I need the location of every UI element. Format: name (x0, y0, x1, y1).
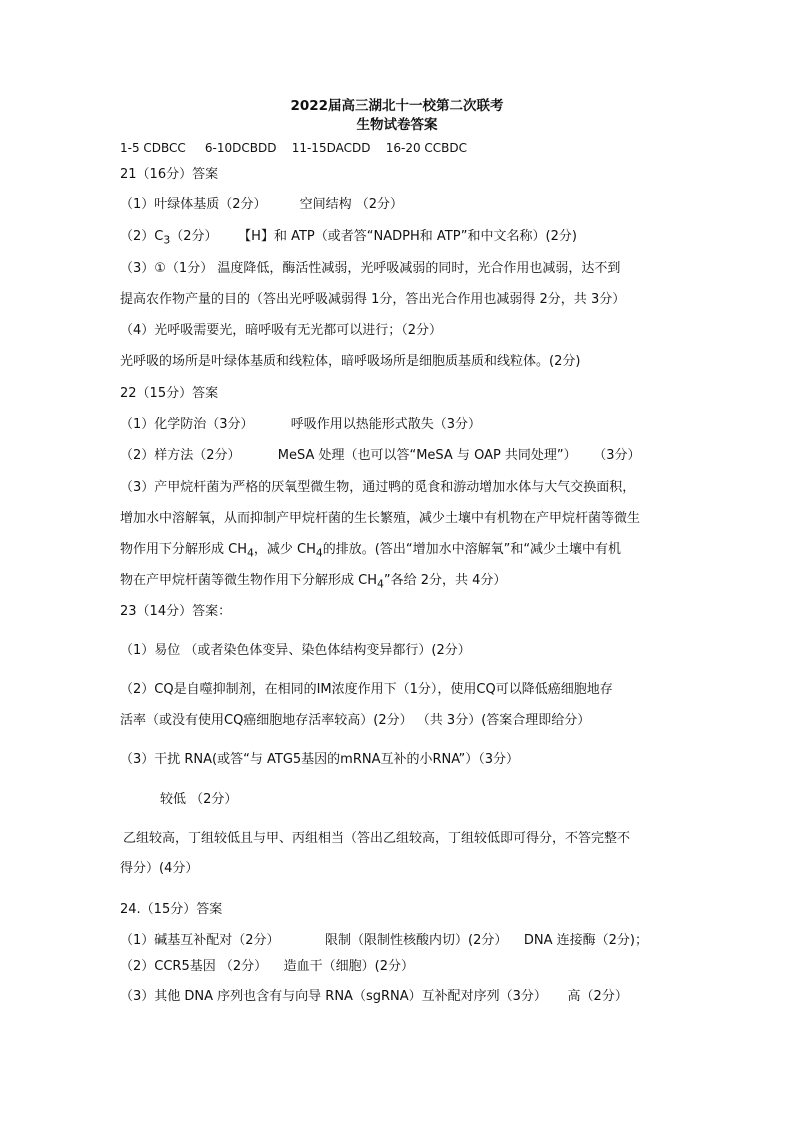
page-subtitle: 生物试卷答案 (356, 117, 438, 133)
q22-subscript: 4 (247, 546, 254, 560)
q22-line-5-rest: 的排放。(答出“增加水中溶解氧”和“减少土壤中有机 (322, 542, 622, 557)
q22-line-2: （2）样方法（2分） MeSA 处理（也可以答“MeSA 与 OAP 共同处理”） （3分） (120, 448, 641, 463)
q22-line-3: （3）产甲烷杆菌为严格的厌氧型微生物，通过鸭的觅食和游动增加水体与大气交换面积， (120, 480, 636, 495)
q22-line-5-mid: ，减少 CH (253, 542, 316, 557)
q24-heading: 24.（15分）答案 (120, 902, 223, 917)
q21-line-6: 光呼吸的场所是叶绿体基质和线粒体，暗呼吸场所是细胞质基质和线粒体。(2分) (120, 354, 581, 369)
q23-line-7: 得分）(4分） (120, 861, 199, 876)
q21-subscript: 3 (163, 233, 171, 247)
q22-line-6-text: 物在产甲烷杆菌等微生物作用下分解形成 CH (120, 573, 377, 588)
q23-heading: 23（14分）答案： (120, 604, 232, 619)
q23-line-5: 较低 （2分） (160, 792, 238, 807)
q23-line-1: （1）易位 （或者染色体变异、染色体结构变异都行）(2分） (120, 643, 471, 658)
q23-line-4: （3）干扰 RNA(或答“与 ATG5基因的mRNA互补的小RNA”）（3分） (120, 752, 520, 767)
q21-line-3: （3）①（1分） 温度降低，酶活性减弱，光呼吸减弱的同时，光合作用也减弱，达不到 (120, 261, 621, 276)
q21-line-2 (120, 230, 577, 246)
q21-line-4: 提高农作物产量的目的（答出光呼吸减弱得 1分，答出光合作用也减弱得 2分，共 3分） (120, 292, 626, 307)
q22-line-5-text: 物作用下分解形成 CH (120, 542, 247, 557)
q22-subscript: 4 (315, 546, 323, 560)
q21-line-2-text: （2）C (120, 229, 164, 244)
page-title: 2022届高三湖北十一校第二次联考 (290, 98, 504, 114)
q22-line-5 (120, 543, 621, 559)
q21-line-1: （1）叶绿体基质（2分） 空间结构 （2分） (120, 197, 404, 212)
q24-line-1: （1）碱基互补配对（2分） 限制（限制性核酸内切）(2分） DNA 连接酶（2分)； (120, 933, 648, 948)
q21-heading: 21（16分）答案 (120, 167, 219, 182)
q21-line-5: （4）光呼吸需要光，暗呼吸有无光都可以进行；（2分） (120, 323, 443, 338)
q24-line-3: （3）其他 DNA 序列也含有与向导 RNA（sgRNA）互补配对序列（3分） 高（2分） (120, 989, 628, 1004)
q23-line-2: （2）CQ是自噬抑制剂，在相同的IM浓度作用下（1分），使用CQ可以降低癌细胞地存 (120, 682, 613, 697)
q23-line-6: 乙组较高，丁组较低且与甲、丙组相当（答出乙组较高，丁组较低即可得分，不答完整不 (123, 831, 631, 846)
multiple-choice-answers: 1-5 CDBCC 6-10DCBDD 11-15DACDD 16-20 CCBDC (120, 141, 468, 155)
q23-line-3: 活率（或没有使用CQ癌细胞地存活率较高）(2分） （共 3分）(答案合理即给分） (120, 713, 591, 728)
q22-line-1: （1）化学防治（3分） 呼吸作用以热能形式散失（3分） (120, 417, 482, 432)
q22-line-6 (120, 574, 506, 590)
q22-heading: 22（15分）答案 (120, 386, 219, 401)
q24-line-2: （2）CCR5基因 （2分） 造血干（细胞）(2分） (120, 959, 415, 974)
q22-line-6-rest: ”各给 2分，共 4分） (383, 573, 507, 588)
q21-line-2-rest: （2分） 【H】和 ATP（或者答“NADPH和 ATP”和中文名称）(2分) (170, 229, 577, 244)
q22-subscript: 4 (377, 577, 384, 591)
q22-line-4: 增加水中溶解氧，从而抑制产甲烷杆菌的生长繁殖，减少土壤中有机物在产甲烷杆菌等微生 (120, 511, 641, 526)
